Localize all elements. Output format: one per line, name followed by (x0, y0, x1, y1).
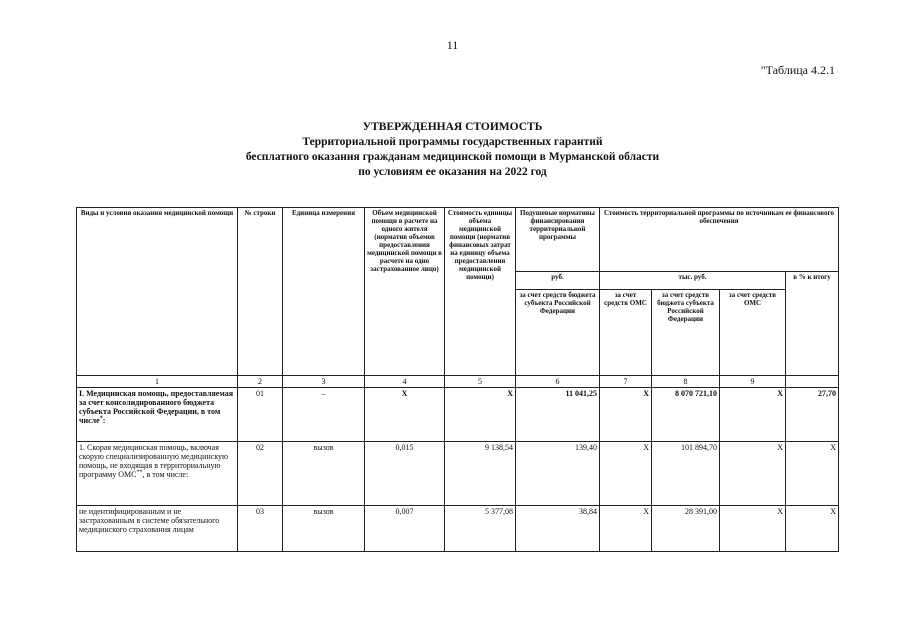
row-cost-budget: 101 894,70 (652, 442, 720, 506)
header-row-no: № строки (238, 208, 283, 376)
table-row (77, 388, 839, 442)
row-cost-budget: 28 391,00 (652, 506, 720, 552)
row-unit: вызов (283, 506, 365, 552)
row-no: 02 (238, 442, 283, 506)
column-number: 7 (600, 376, 652, 388)
title-line-4: по условиям ее оказания на 2022 год (358, 166, 547, 178)
cost-table (76, 207, 839, 552)
row-per-capita-oms: Х (600, 442, 652, 506)
row-name-tail: , в том числе: (142, 470, 189, 479)
header-thous-rub: тыс. руб. (600, 272, 786, 290)
column-number (786, 376, 839, 388)
column-number: 8 (652, 376, 720, 388)
header-budget-rf: за счет средств бюджета субъекта Российской Федерации (516, 290, 600, 376)
row-name (77, 442, 238, 506)
column-number: 2 (238, 376, 283, 388)
column-number: 5 (445, 376, 516, 388)
row-no: 01 (238, 388, 283, 442)
row-per-capita-budget: 139,40 (516, 442, 600, 506)
header-volume: Объем медицинской помощи в расчете на одного жителя (норматив объемов предоставления медицинской помощи в расчете на одно застрахованное лицо) (365, 208, 445, 376)
column-numbers-row (77, 376, 839, 388)
table-row (77, 506, 839, 552)
row-per-capita-oms: Х (600, 388, 652, 442)
row-name-text: 1. Скорая медицинская помощь, включая скорую специализированную медицинскую помощь, не входящая в территориальную программу ОМС (79, 443, 228, 479)
header-types: Виды и условия оказания медицинской помощи (77, 208, 238, 376)
column-number: 4 (365, 376, 445, 388)
header-pct: в % к итогу (786, 272, 839, 376)
row-pct: Х (786, 442, 839, 506)
row-cost-unit: Х (445, 388, 516, 442)
row-per-capita-budget: 38,84 (516, 506, 600, 552)
row-cost-unit: 5 377,08 (445, 506, 516, 552)
row-volume: Х (365, 388, 445, 442)
row-pct: Х (786, 506, 839, 552)
column-number: 3 (283, 376, 365, 388)
row-pct: 27,70 (786, 388, 839, 442)
row-name-text: не идентифицированным и не застрахованным в системе обязательного медицинского страхования лицам (79, 507, 220, 534)
title-line-3: бесплатного оказания гражданам медицинской помощи в Мурманской области (245, 151, 660, 163)
row-name-text: I. Медицинская помощь, предоставляемая за счет консолидированного бюджета субъекта Российской Федерации, в том числе (79, 389, 234, 425)
header-unit: Единица измерения (283, 208, 365, 376)
column-number: 6 (516, 376, 600, 388)
row-name (77, 388, 238, 442)
column-number: 1 (77, 376, 238, 388)
row-no: 03 (238, 506, 283, 552)
header-rub: руб. (516, 272, 600, 290)
row-volume: 0,015 (365, 442, 445, 506)
footnote-mark: ** (136, 469, 143, 476)
table-label: "Таблица 4.2.1 (760, 63, 835, 77)
header-cost-unit: Стоимость единицы объема медицинской помощи (норматив финансовых затрат на единицу объема предоставления медицинской помощи) (445, 208, 516, 376)
row-cost-oms: Х (720, 442, 786, 506)
title-line-2: Территориальной программы государственных гарантий (302, 136, 603, 148)
row-name-tail: : (102, 416, 106, 425)
row-unit: – (283, 388, 365, 442)
row-cost-unit: 9 138,54 (445, 442, 516, 506)
row-per-capita-oms: Х (600, 506, 652, 552)
footnote-mark: * (99, 415, 103, 422)
header-budget-rf-2: за счет средств бюджета субъекта Российской Федерации (652, 290, 720, 376)
row-cost-oms: Х (720, 506, 786, 552)
row-name (77, 506, 238, 552)
row-per-capita-budget: 11 041,25 (516, 388, 600, 442)
page-number: 11 (446, 38, 459, 52)
title-line-1: УТВЕРЖДЕННАЯ СТОИМОСТЬ (362, 121, 543, 133)
row-cost-oms: Х (720, 388, 786, 442)
row-unit: вызов (283, 442, 365, 506)
row-volume: 0,007 (365, 506, 445, 552)
header-program-cost: Стоимость территориальной программы по источникам ее финансового обеспечения (600, 208, 839, 272)
header-oms-2: за счет средств ОМС (720, 290, 786, 376)
row-cost-budget: 8 070 721,10 (652, 388, 720, 442)
header-per-capita: Подушевые нормативы финансирования территориальной программы (516, 208, 600, 272)
column-number: 9 (720, 376, 786, 388)
table-row (77, 442, 839, 506)
document-title (0, 120, 905, 180)
header-oms: за счет средств ОМС (600, 290, 652, 376)
